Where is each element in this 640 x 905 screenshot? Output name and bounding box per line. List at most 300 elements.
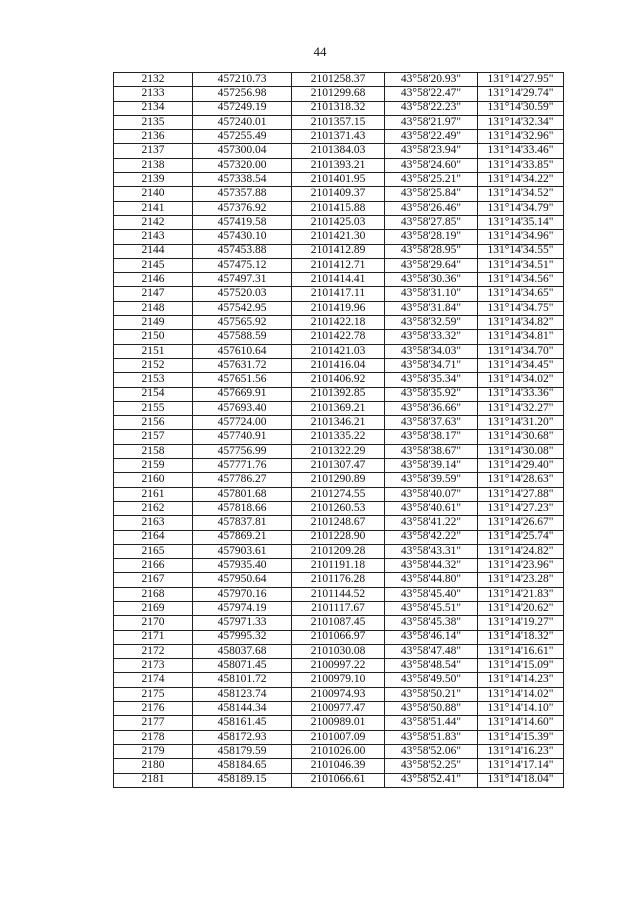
longitude-cell: 131°14'27.95" — [478, 73, 564, 87]
longitude-cell: 131°14'31.20" — [478, 416, 564, 430]
x-coordinate-cell: 457740.91 — [193, 430, 292, 444]
y-coordinate-cell: 2101412.71 — [292, 258, 385, 272]
y-coordinate-cell: 2100974.93 — [292, 687, 385, 701]
latitude-cell: 43°58'42.22" — [385, 530, 478, 544]
table-row — [114, 201, 564, 215]
y-coordinate-cell: 2101392.85 — [292, 387, 385, 401]
point-number-cell: 2134 — [114, 101, 193, 115]
point-number-cell: 2148 — [114, 301, 193, 315]
longitude-cell: 131°14'16.23" — [478, 744, 564, 758]
point-number-cell: 2136 — [114, 130, 193, 144]
table-row — [114, 230, 564, 244]
x-coordinate-cell: 457300.04 — [193, 144, 292, 158]
x-coordinate-cell: 457651.56 — [193, 373, 292, 387]
point-number-cell: 2162 — [114, 501, 193, 515]
x-coordinate-cell: 457419.58 — [193, 215, 292, 229]
point-number-cell: 2150 — [114, 330, 193, 344]
longitude-cell: 131°14'17.14" — [478, 759, 564, 773]
point-number-cell: 2152 — [114, 358, 193, 372]
longitude-cell: 131°14'34.02" — [478, 373, 564, 387]
latitude-cell: 43°58'28.19" — [385, 230, 478, 244]
point-number-cell: 2147 — [114, 287, 193, 301]
latitude-cell: 43°58'43.31" — [385, 544, 478, 558]
point-number-cell: 2166 — [114, 559, 193, 573]
table-row — [114, 330, 564, 344]
latitude-cell: 43°58'46.14" — [385, 630, 478, 644]
longitude-cell: 131°14'32.96" — [478, 130, 564, 144]
y-coordinate-cell: 2101371.43 — [292, 130, 385, 144]
longitude-cell: 131°14'33.36" — [478, 387, 564, 401]
y-coordinate-cell: 2101421.30 — [292, 230, 385, 244]
latitude-cell: 43°58'45.38" — [385, 616, 478, 630]
latitude-cell: 43°58'23.94" — [385, 144, 478, 158]
x-coordinate-cell: 457357.88 — [193, 187, 292, 201]
latitude-cell: 43°58'50.21" — [385, 687, 478, 701]
point-number-cell: 2168 — [114, 587, 193, 601]
point-number-cell: 2157 — [114, 430, 193, 444]
table-row — [114, 487, 564, 501]
x-coordinate-cell: 457970.16 — [193, 587, 292, 601]
table-row — [114, 344, 564, 358]
x-coordinate-cell: 457950.64 — [193, 573, 292, 587]
table-row — [114, 744, 564, 758]
table-row — [114, 158, 564, 172]
point-number-cell: 2141 — [114, 201, 193, 215]
y-coordinate-cell: 2101176.28 — [292, 573, 385, 587]
x-coordinate-cell: 458161.45 — [193, 716, 292, 730]
table-row — [114, 430, 564, 444]
table-row — [114, 773, 564, 787]
latitude-cell: 43°58'38.17" — [385, 430, 478, 444]
table-row — [114, 659, 564, 673]
point-number-cell: 2181 — [114, 773, 193, 787]
table-row — [114, 716, 564, 730]
latitude-cell: 43°58'20.93" — [385, 73, 478, 87]
latitude-cell: 43°58'28.95" — [385, 244, 478, 258]
y-coordinate-cell: 2101307.47 — [292, 459, 385, 473]
y-coordinate-cell: 2101412.89 — [292, 244, 385, 258]
latitude-cell: 43°58'25.21" — [385, 173, 478, 187]
x-coordinate-cell: 457801.68 — [193, 487, 292, 501]
y-coordinate-cell: 2101422.78 — [292, 330, 385, 344]
point-number-cell: 2180 — [114, 759, 193, 773]
x-coordinate-cell: 457971.33 — [193, 616, 292, 630]
x-coordinate-cell: 457631.72 — [193, 358, 292, 372]
point-number-cell: 2163 — [114, 516, 193, 530]
table-row — [114, 215, 564, 229]
x-coordinate-cell: 457837.81 — [193, 516, 292, 530]
latitude-cell: 43°58'38.67" — [385, 444, 478, 458]
latitude-cell: 43°58'47.48" — [385, 644, 478, 658]
point-number-cell: 2170 — [114, 616, 193, 630]
latitude-cell: 43°58'39.59" — [385, 473, 478, 487]
y-coordinate-cell: 2101274.55 — [292, 487, 385, 501]
longitude-cell: 131°14'15.39" — [478, 730, 564, 744]
point-number-cell: 2137 — [114, 144, 193, 158]
longitude-cell: 131°14'34.51" — [478, 258, 564, 272]
x-coordinate-cell: 457240.01 — [193, 115, 292, 129]
table-row — [114, 187, 564, 201]
longitude-cell: 131°14'30.68" — [478, 430, 564, 444]
latitude-cell: 43°58'49.50" — [385, 673, 478, 687]
table-row — [114, 316, 564, 330]
y-coordinate-cell: 2101209.28 — [292, 544, 385, 558]
table-row — [114, 287, 564, 301]
longitude-cell: 131°14'34.75" — [478, 301, 564, 315]
longitude-cell: 131°14'27.88" — [478, 487, 564, 501]
x-coordinate-cell: 457724.00 — [193, 416, 292, 430]
longitude-cell: 131°14'18.32" — [478, 630, 564, 644]
y-coordinate-cell: 2101046.39 — [292, 759, 385, 773]
x-coordinate-cell: 457255.49 — [193, 130, 292, 144]
y-coordinate-cell: 2101401.95 — [292, 173, 385, 187]
x-coordinate-cell: 457756.99 — [193, 444, 292, 458]
longitude-cell: 131°14'33.46" — [478, 144, 564, 158]
point-number-cell: 2133 — [114, 87, 193, 101]
longitude-cell: 131°14'23.28" — [478, 573, 564, 587]
longitude-cell: 131°14'14.60" — [478, 716, 564, 730]
table-row — [114, 258, 564, 272]
point-number-cell: 2153 — [114, 373, 193, 387]
longitude-cell: 131°14'34.96" — [478, 230, 564, 244]
y-coordinate-cell: 2101258.37 — [292, 73, 385, 87]
y-coordinate-cell: 2101026.00 — [292, 744, 385, 758]
latitude-cell: 43°58'48.54" — [385, 659, 478, 673]
longitude-cell: 131°14'34.45" — [478, 358, 564, 372]
point-number-cell: 2164 — [114, 530, 193, 544]
y-coordinate-cell: 2101228.90 — [292, 530, 385, 544]
longitude-cell: 131°14'34.22" — [478, 173, 564, 187]
x-coordinate-cell: 458071.45 — [193, 659, 292, 673]
longitude-cell: 131°14'14.23" — [478, 673, 564, 687]
point-number-cell: 2174 — [114, 673, 193, 687]
longitude-cell: 131°14'34.70" — [478, 344, 564, 358]
table-row — [114, 87, 564, 101]
y-coordinate-cell: 2101191.18 — [292, 559, 385, 573]
table-row — [114, 101, 564, 115]
table-row — [114, 616, 564, 630]
table-row — [114, 516, 564, 530]
point-number-cell: 2169 — [114, 601, 193, 615]
latitude-cell: 43°58'36.66" — [385, 401, 478, 415]
latitude-cell: 43°58'51.44" — [385, 716, 478, 730]
latitude-cell: 43°58'22.23" — [385, 101, 478, 115]
latitude-cell: 43°58'27.85" — [385, 215, 478, 229]
x-coordinate-cell: 457588.59 — [193, 330, 292, 344]
x-coordinate-cell: 458179.59 — [193, 744, 292, 758]
point-number-cell: 2139 — [114, 173, 193, 187]
y-coordinate-cell: 2101290.89 — [292, 473, 385, 487]
x-coordinate-cell: 457520.03 — [193, 287, 292, 301]
x-coordinate-cell: 457669.91 — [193, 387, 292, 401]
point-number-cell: 2138 — [114, 158, 193, 172]
y-coordinate-cell: 2101357.15 — [292, 115, 385, 129]
latitude-cell: 43°58'44.32" — [385, 559, 478, 573]
latitude-cell: 43°58'31.10" — [385, 287, 478, 301]
table-row — [114, 144, 564, 158]
x-coordinate-cell: 457903.61 — [193, 544, 292, 558]
y-coordinate-cell: 2101007.09 — [292, 730, 385, 744]
table-row — [114, 173, 564, 187]
y-coordinate-cell: 2100997.22 — [292, 659, 385, 673]
coordinates-table — [113, 72, 564, 788]
table-row — [114, 416, 564, 430]
latitude-cell: 43°58'51.83" — [385, 730, 478, 744]
point-number-cell: 2155 — [114, 401, 193, 415]
table-row — [114, 702, 564, 716]
x-coordinate-cell: 458189.15 — [193, 773, 292, 787]
point-number-cell: 2140 — [114, 187, 193, 201]
table-row — [114, 244, 564, 258]
y-coordinate-cell: 2101318.32 — [292, 101, 385, 115]
table-row — [114, 687, 564, 701]
point-number-cell: 2176 — [114, 702, 193, 716]
x-coordinate-cell: 458037.68 — [193, 644, 292, 658]
point-number-cell: 2145 — [114, 258, 193, 272]
longitude-cell: 131°14'32.27" — [478, 401, 564, 415]
latitude-cell: 43°58'41.22" — [385, 516, 478, 530]
x-coordinate-cell: 457786.27 — [193, 473, 292, 487]
table-row — [114, 373, 564, 387]
longitude-cell: 131°14'33.85" — [478, 158, 564, 172]
table-row — [114, 387, 564, 401]
point-number-cell: 2132 — [114, 73, 193, 87]
longitude-cell: 131°14'28.63" — [478, 473, 564, 487]
longitude-cell: 131°14'34.55" — [478, 244, 564, 258]
point-number-cell: 2178 — [114, 730, 193, 744]
latitude-cell: 43°58'30.36" — [385, 273, 478, 287]
table-row — [114, 587, 564, 601]
y-coordinate-cell: 2101425.03 — [292, 215, 385, 229]
table-row — [114, 501, 564, 515]
point-number-cell: 2165 — [114, 544, 193, 558]
latitude-cell: 43°58'45.40" — [385, 587, 478, 601]
y-coordinate-cell: 2101414.41 — [292, 273, 385, 287]
y-coordinate-cell: 2101406.92 — [292, 373, 385, 387]
x-coordinate-cell: 457974.19 — [193, 601, 292, 615]
longitude-cell: 131°14'34.81" — [478, 330, 564, 344]
table-row — [114, 301, 564, 315]
y-coordinate-cell: 2101260.53 — [292, 501, 385, 515]
point-number-cell: 2144 — [114, 244, 193, 258]
table-row — [114, 273, 564, 287]
point-number-cell: 2149 — [114, 316, 193, 330]
point-number-cell: 2158 — [114, 444, 193, 458]
latitude-cell: 43°58'32.59" — [385, 316, 478, 330]
point-number-cell: 2171 — [114, 630, 193, 644]
longitude-cell: 131°14'15.09" — [478, 659, 564, 673]
longitude-cell: 131°14'34.56" — [478, 273, 564, 287]
x-coordinate-cell: 457995.32 — [193, 630, 292, 644]
y-coordinate-cell: 2100977.47 — [292, 702, 385, 716]
longitude-cell: 131°14'18.04" — [478, 773, 564, 787]
x-coordinate-cell: 457869.21 — [193, 530, 292, 544]
page-number: 44 — [313, 44, 327, 59]
longitude-cell: 131°14'34.52" — [478, 187, 564, 201]
y-coordinate-cell: 2101384.03 — [292, 144, 385, 158]
point-number-cell: 2160 — [114, 473, 193, 487]
x-coordinate-cell: 457693.40 — [193, 401, 292, 415]
latitude-cell: 43°58'29.64" — [385, 258, 478, 272]
latitude-cell: 43°58'25.84" — [385, 187, 478, 201]
y-coordinate-cell: 2101421.03 — [292, 344, 385, 358]
longitude-cell: 131°14'30.08" — [478, 444, 564, 458]
point-number-cell: 2172 — [114, 644, 193, 658]
x-coordinate-cell: 458101.72 — [193, 673, 292, 687]
latitude-cell: 43°58'35.34" — [385, 373, 478, 387]
latitude-cell: 43°58'37.63" — [385, 416, 478, 430]
y-coordinate-cell: 2101248.67 — [292, 516, 385, 530]
longitude-cell: 131°14'27.23" — [478, 501, 564, 515]
x-coordinate-cell: 457338.54 — [193, 173, 292, 187]
table-row — [114, 759, 564, 773]
y-coordinate-cell: 2101417.11 — [292, 287, 385, 301]
x-coordinate-cell: 457542.95 — [193, 301, 292, 315]
y-coordinate-cell: 2101066.97 — [292, 630, 385, 644]
x-coordinate-cell: 457320.00 — [193, 158, 292, 172]
y-coordinate-cell: 2101066.61 — [292, 773, 385, 787]
longitude-cell: 131°14'35.14" — [478, 215, 564, 229]
y-coordinate-cell: 2101144.52 — [292, 587, 385, 601]
point-number-cell: 2167 — [114, 573, 193, 587]
x-coordinate-cell: 457475.12 — [193, 258, 292, 272]
longitude-cell: 131°14'16.61" — [478, 644, 564, 658]
y-coordinate-cell: 2101335.22 — [292, 430, 385, 444]
point-number-cell: 2161 — [114, 487, 193, 501]
table-row — [114, 530, 564, 544]
table-row — [114, 644, 564, 658]
longitude-cell: 131°14'32.34" — [478, 115, 564, 129]
longitude-cell: 131°14'29.40" — [478, 459, 564, 473]
latitude-cell: 43°58'22.49" — [385, 130, 478, 144]
y-coordinate-cell: 2101393.21 — [292, 158, 385, 172]
table-row — [114, 601, 564, 615]
longitude-cell: 131°14'21.83" — [478, 587, 564, 601]
x-coordinate-cell: 458172.93 — [193, 730, 292, 744]
y-coordinate-cell: 2101419.96 — [292, 301, 385, 315]
x-coordinate-cell: 458123.74 — [193, 687, 292, 701]
x-coordinate-cell: 457256.98 — [193, 87, 292, 101]
table-row — [114, 673, 564, 687]
longitude-cell: 131°14'25.74" — [478, 530, 564, 544]
y-coordinate-cell: 2101117.67 — [292, 601, 385, 615]
y-coordinate-cell: 2101409.37 — [292, 187, 385, 201]
table-row — [114, 358, 564, 372]
longitude-cell: 131°14'26.67" — [478, 516, 564, 530]
point-number-cell: 2159 — [114, 459, 193, 473]
latitude-cell: 43°58'40.61" — [385, 501, 478, 515]
latitude-cell: 43°58'35.92" — [385, 387, 478, 401]
point-number-cell: 2151 — [114, 344, 193, 358]
latitude-cell: 43°58'34.71" — [385, 358, 478, 372]
longitude-cell: 131°14'24.82" — [478, 544, 564, 558]
x-coordinate-cell: 457771.76 — [193, 459, 292, 473]
point-number-cell: 2173 — [114, 659, 193, 673]
latitude-cell: 43°58'50.88" — [385, 702, 478, 716]
longitude-cell: 131°14'14.10" — [478, 702, 564, 716]
y-coordinate-cell: 2101369.21 — [292, 401, 385, 415]
x-coordinate-cell: 458184.65 — [193, 759, 292, 773]
y-coordinate-cell: 2100979.10 — [292, 673, 385, 687]
longitude-cell: 131°14'29.74" — [478, 87, 564, 101]
y-coordinate-cell: 2101346.21 — [292, 416, 385, 430]
table-row — [114, 115, 564, 129]
latitude-cell: 43°58'40.07" — [385, 487, 478, 501]
x-coordinate-cell: 457818.66 — [193, 501, 292, 515]
table-row — [114, 459, 564, 473]
latitude-cell: 43°58'45.51" — [385, 601, 478, 615]
latitude-cell: 43°58'33.32" — [385, 330, 478, 344]
y-coordinate-cell: 2101030.08 — [292, 644, 385, 658]
latitude-cell: 43°58'52.06" — [385, 744, 478, 758]
latitude-cell: 43°58'22.47" — [385, 87, 478, 101]
table-row — [114, 630, 564, 644]
latitude-cell: 43°58'39.14" — [385, 459, 478, 473]
point-number-cell: 2154 — [114, 387, 193, 401]
table-row — [114, 130, 564, 144]
table-row — [114, 73, 564, 87]
table-row — [114, 559, 564, 573]
table-row — [114, 730, 564, 744]
latitude-cell: 43°58'31.84" — [385, 301, 478, 315]
latitude-cell: 43°58'34.03" — [385, 344, 478, 358]
table-row — [114, 573, 564, 587]
longitude-cell: 131°14'30.59" — [478, 101, 564, 115]
x-coordinate-cell: 458144.34 — [193, 702, 292, 716]
x-coordinate-cell: 457497.31 — [193, 273, 292, 287]
longitude-cell: 131°14'23.96" — [478, 559, 564, 573]
latitude-cell: 43°58'52.25" — [385, 759, 478, 773]
coordinates-table-body — [114, 73, 564, 788]
y-coordinate-cell: 2101322.29 — [292, 444, 385, 458]
point-number-cell: 2146 — [114, 273, 193, 287]
x-coordinate-cell: 457249.19 — [193, 101, 292, 115]
x-coordinate-cell: 457453.88 — [193, 244, 292, 258]
longitude-cell: 131°14'14.02" — [478, 687, 564, 701]
point-number-cell: 2156 — [114, 416, 193, 430]
x-coordinate-cell: 457210.73 — [193, 73, 292, 87]
y-coordinate-cell: 2101415.88 — [292, 201, 385, 215]
latitude-cell: 43°58'24.60" — [385, 158, 478, 172]
x-coordinate-cell: 457935.40 — [193, 559, 292, 573]
point-number-cell: 2179 — [114, 744, 193, 758]
latitude-cell: 43°58'21.97" — [385, 115, 478, 129]
longitude-cell: 131°14'20.62" — [478, 601, 564, 615]
longitude-cell: 131°14'19.27" — [478, 616, 564, 630]
point-number-cell: 2135 — [114, 115, 193, 129]
longitude-cell: 131°14'34.65" — [478, 287, 564, 301]
longitude-cell: 131°14'34.82" — [478, 316, 564, 330]
latitude-cell: 43°58'44.80" — [385, 573, 478, 587]
x-coordinate-cell: 457565.92 — [193, 316, 292, 330]
table-row — [114, 544, 564, 558]
longitude-cell: 131°14'34.79" — [478, 201, 564, 215]
y-coordinate-cell: 2100989.01 — [292, 716, 385, 730]
point-number-cell: 2175 — [114, 687, 193, 701]
y-coordinate-cell: 2101087.45 — [292, 616, 385, 630]
table-row — [114, 401, 564, 415]
y-coordinate-cell: 2101422.18 — [292, 316, 385, 330]
table-row — [114, 444, 564, 458]
x-coordinate-cell: 457610.64 — [193, 344, 292, 358]
latitude-cell: 43°58'52.41" — [385, 773, 478, 787]
table-row — [114, 473, 564, 487]
point-number-cell: 2177 — [114, 716, 193, 730]
y-coordinate-cell: 2101416.04 — [292, 358, 385, 372]
latitude-cell: 43°58'26.46" — [385, 201, 478, 215]
point-number-cell: 2143 — [114, 230, 193, 244]
x-coordinate-cell: 457430.10 — [193, 230, 292, 244]
